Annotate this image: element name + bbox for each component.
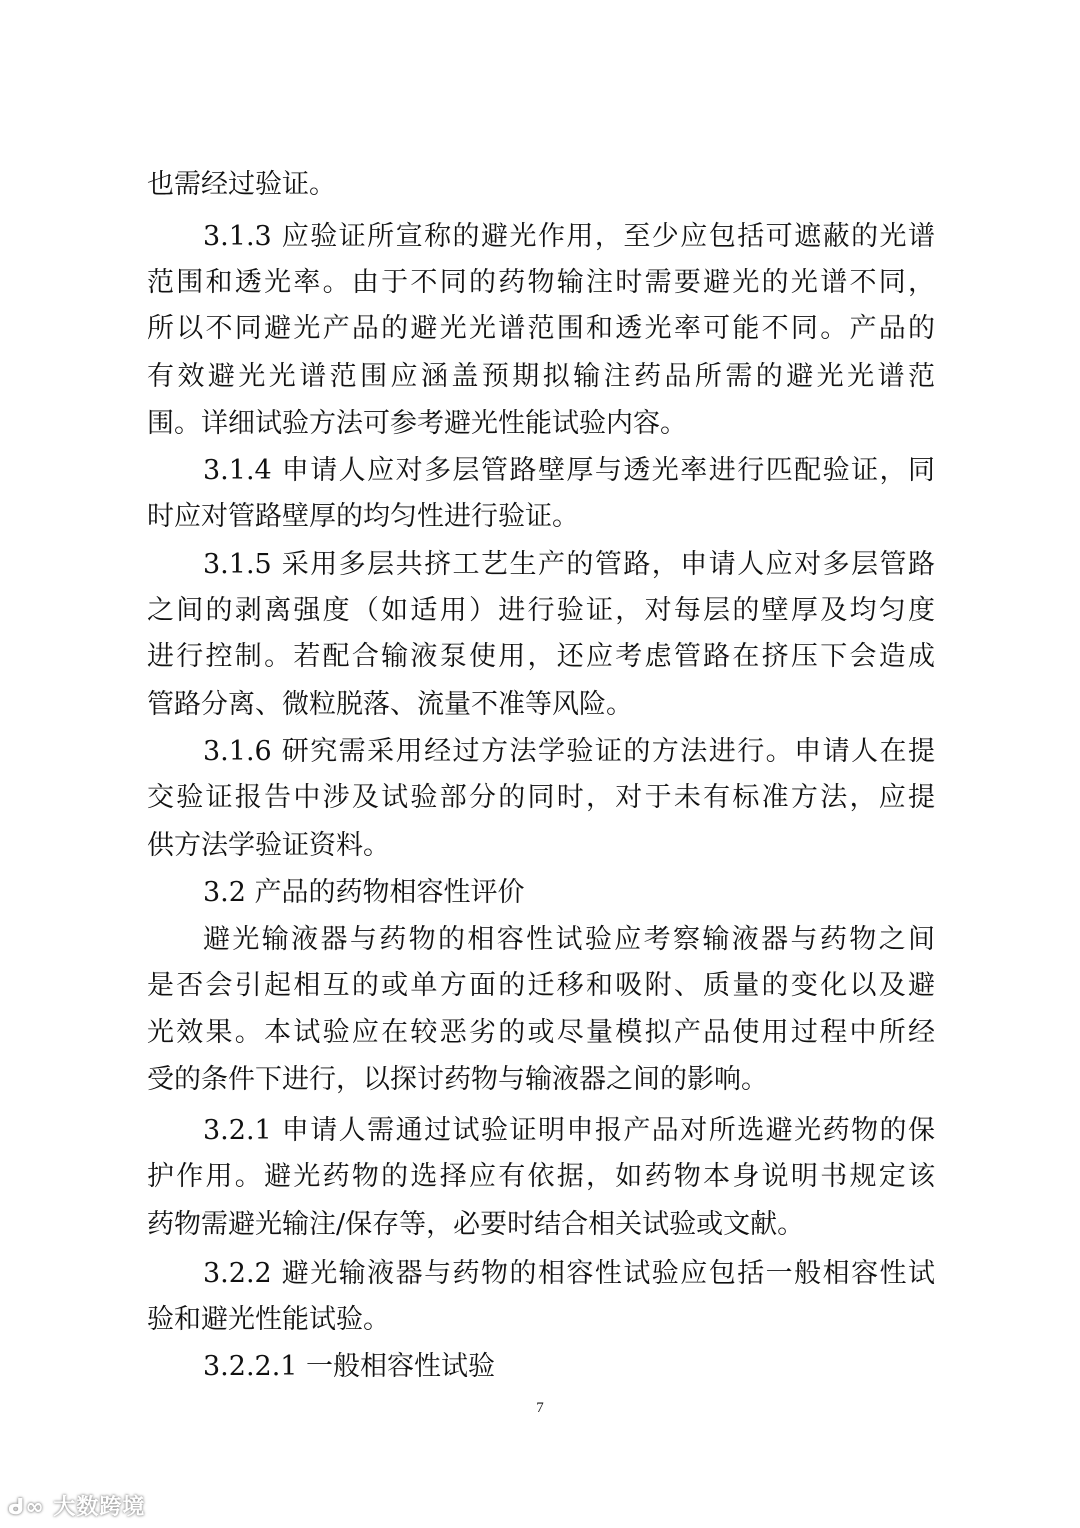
text-line: 管路分离、微粒脱落、流量不准等风险。 [147, 689, 633, 720]
watermark-text: 大数跨境 [53, 1495, 146, 1520]
text-line: 围。详细试验方法可参考避光性能试验内容。 [147, 408, 687, 439]
text-line: 所以不同避光产品的避光光谱范围和透光率可能不同。产品的 [147, 313, 935, 344]
text-line: 时应对管路壁厚的均匀性进行验证。 [147, 501, 579, 532]
text-line: 有效避光光谱范围应涵盖预期拟输注药品所需的避光光谱范 [147, 361, 935, 392]
text-line: 3.1.6 研究需采用经过方法学验证的方法进行。申请人在提 [203, 736, 935, 767]
text-line: 交验证报告中涉及试验部分的同时，对于未有标准方法，应提 [147, 782, 935, 813]
section-heading: 3.2 产品的药物相容性评价 [203, 877, 525, 908]
text-line: 是否会引起相互的或单方面的迁移和吸附、质量的变化以及避 [147, 970, 935, 1001]
text-line: 3.1.3 应验证所宣称的避光作用，至少应包括可遮蔽的光谱 [203, 221, 935, 252]
text-line: 3.1.4 申请人应对多层管路壁厚与透光率进行匹配验证，同 [203, 455, 935, 486]
text-line: 避光输液器与药物的相容性试验应考察输液器与药物之间 [203, 924, 935, 955]
text-line: 验和避光性能试验。 [147, 1304, 390, 1335]
text-line: 3.1.5 采用多层共挤工艺生产的管路，申请人应对多层管路 [203, 549, 935, 580]
text-line: 受的条件下进行，以探讨药物与输液器之间的影响。 [147, 1064, 768, 1095]
text-line: 之间的剥离强度（如适用）进行验证，对每层的壁厚及均匀度 [147, 595, 935, 626]
section-heading: 3.2.2.1 一般相容性试验 [203, 1351, 496, 1382]
text-line: 也需经过验证。 [147, 169, 336, 200]
text-line: 光效果。本试验应在较恶劣的或尽量模拟产品使用过程中所经 [147, 1017, 935, 1048]
text-line: 药物需避光输注/保存等，必要时结合相关试验或文献。 [147, 1209, 805, 1240]
logo-icon: ᑯ∞ [8, 1495, 54, 1520]
text-line: 范围和透光率。由于不同的药物输注时需要避光的光谱不同， [147, 267, 935, 298]
text-line: 护作用。避光药物的选择应有依据，如药物本身说明书规定该 [147, 1161, 935, 1192]
watermark-logo [8, 1490, 145, 1521]
text-line: 3.2.1 申请人需通过试验证明申报产品对所选避光药物的保 [203, 1115, 935, 1146]
text-line: 供方法学验证资料。 [147, 830, 390, 861]
page-number: 7 [536, 1400, 544, 1416]
text-line: 进行控制。若配合输液泵使用，还应考虑管路在挤压下会造成 [147, 641, 935, 672]
text-line: 3.2.2 避光输液器与药物的相容性试验应包括一般相容性试 [203, 1258, 935, 1289]
